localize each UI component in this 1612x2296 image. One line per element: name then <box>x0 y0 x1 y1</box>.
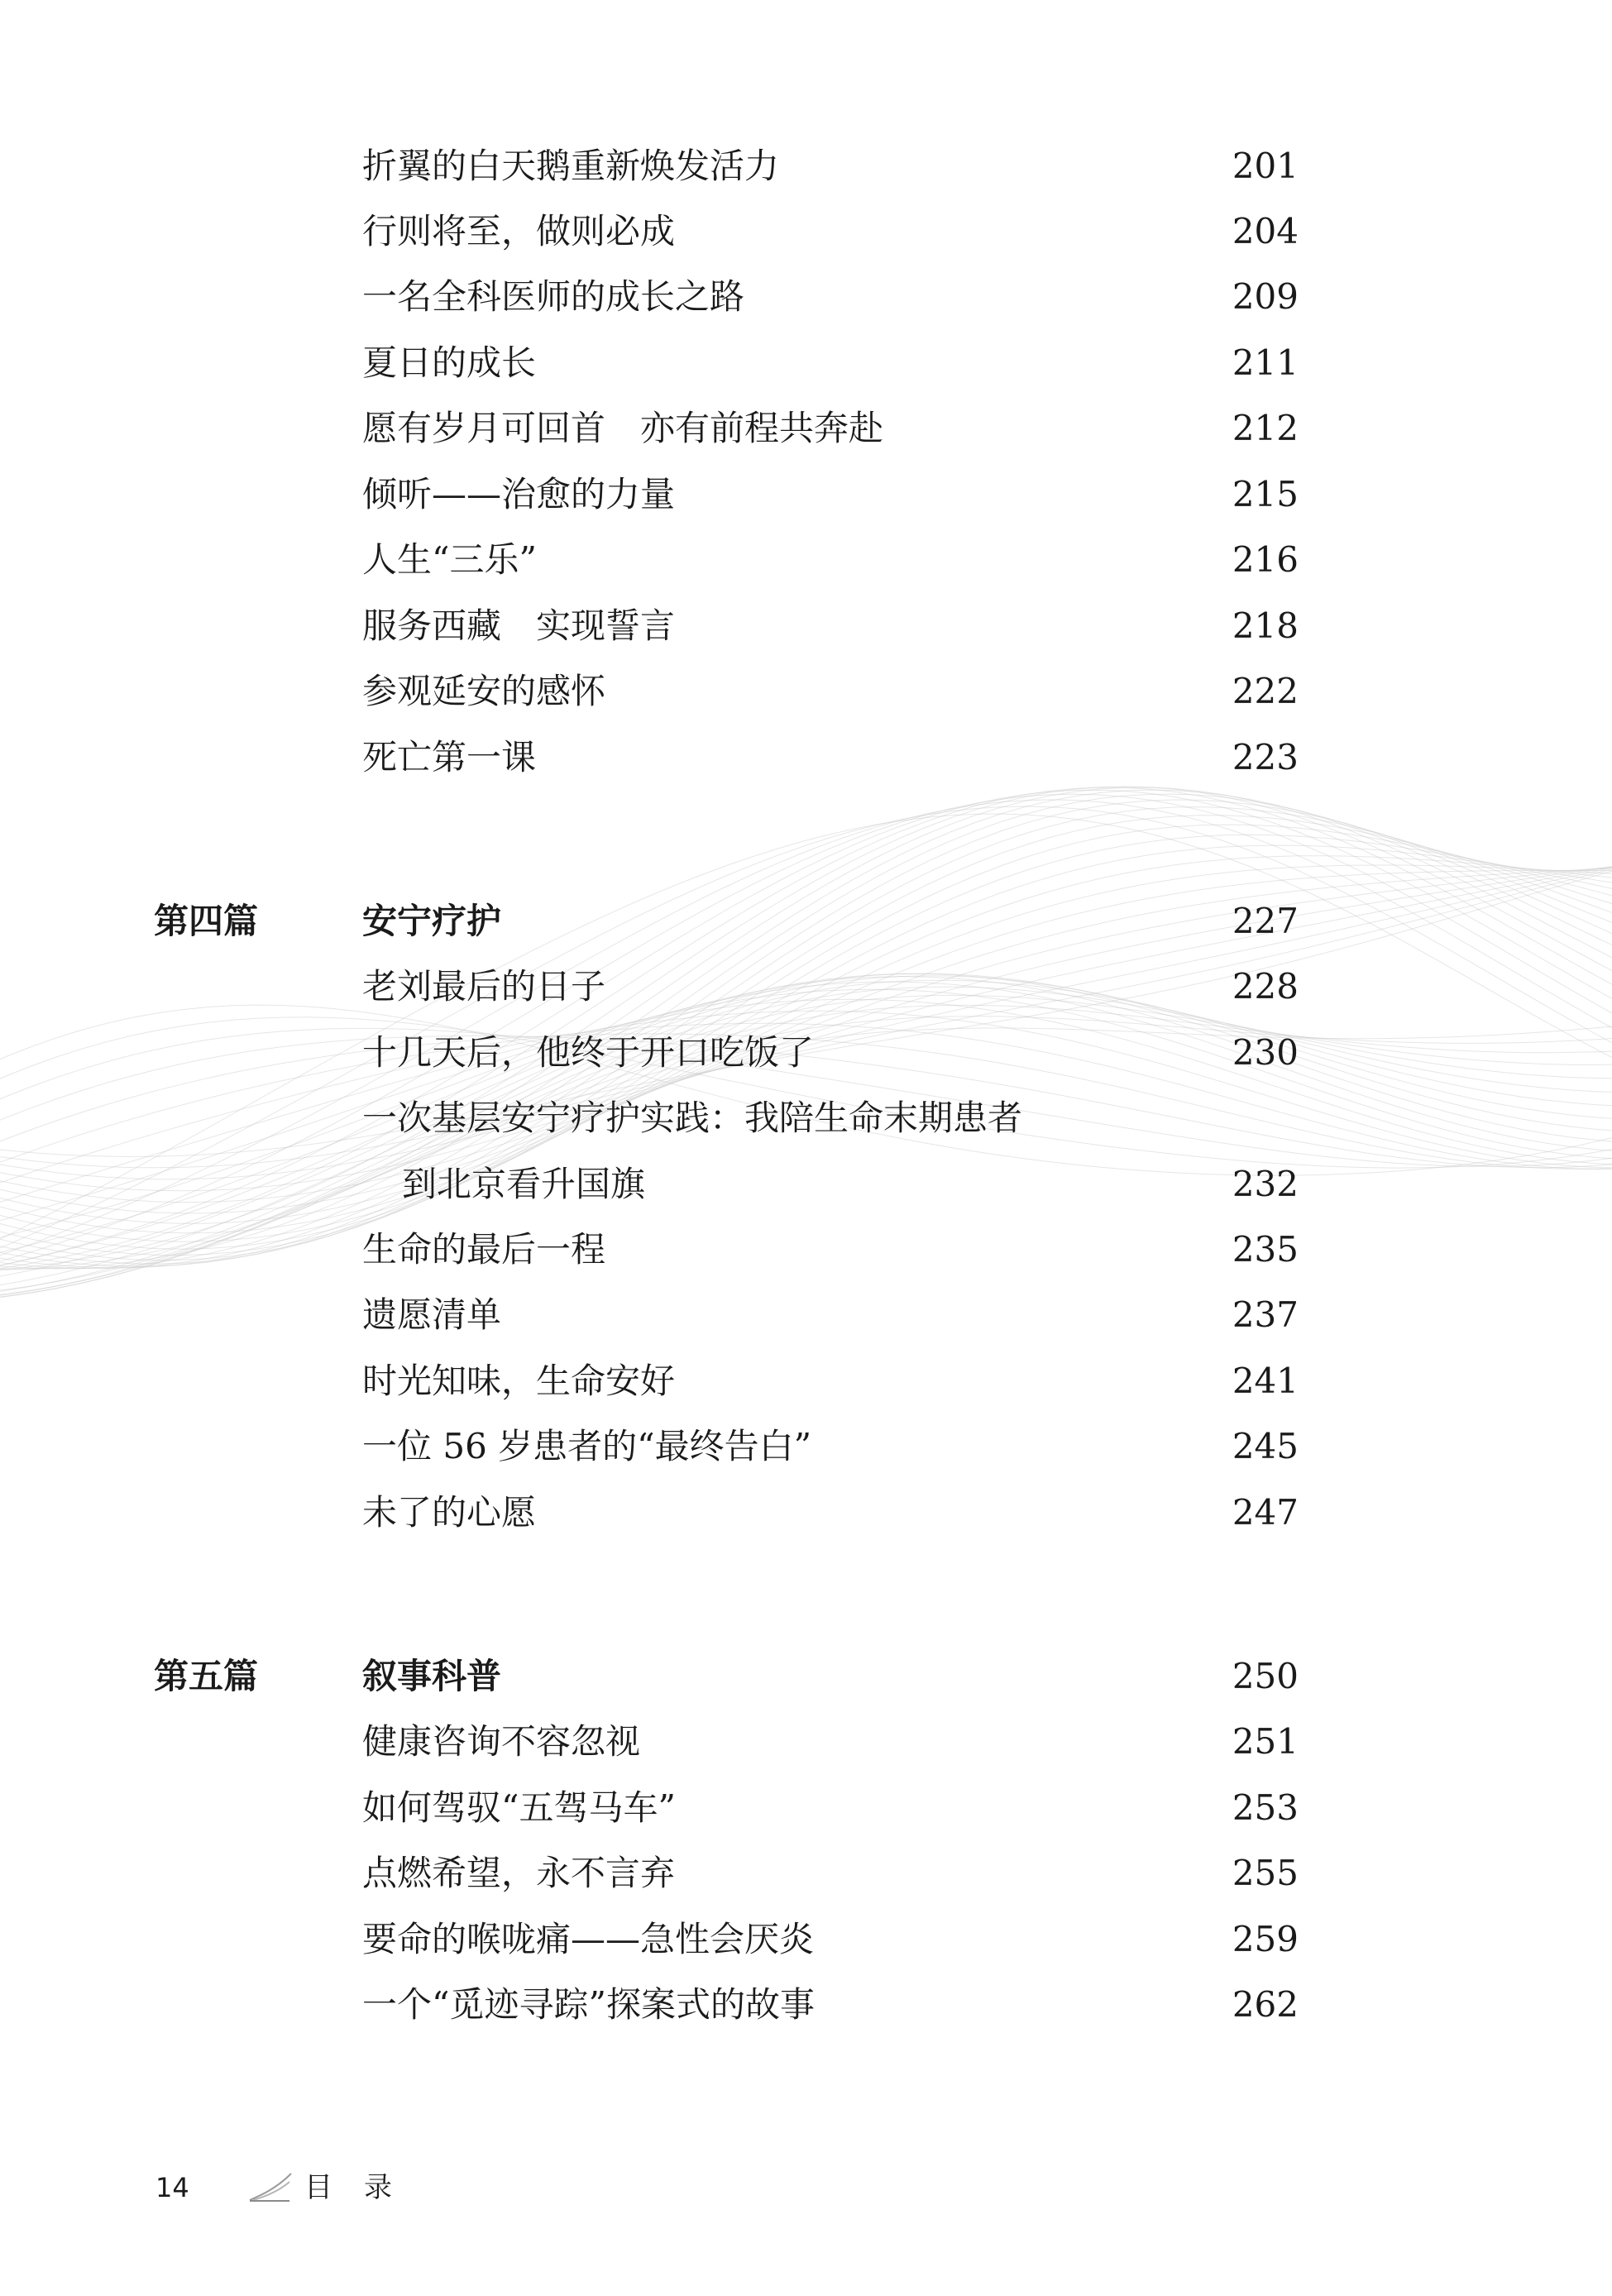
toc-entry[interactable] <box>0 264 1612 330</box>
part-title: 安宁疗护 <box>362 901 502 941</box>
entry-page: 262 <box>1232 1984 1299 2025</box>
entry-page: 215 <box>1232 474 1299 514</box>
toc-entry[interactable] <box>0 1906 1612 1973</box>
entry-page: 255 <box>1232 1853 1299 1893</box>
toc-entry[interactable] <box>0 1217 1612 1283</box>
toc-entry[interactable] <box>0 954 1612 1020</box>
toc-entry[interactable] <box>0 593 1612 659</box>
book-leaf-icon <box>248 2170 293 2203</box>
entry-page: 241 <box>1232 1361 1299 1401</box>
entry-title: 服务西藏 实现誓言 <box>362 605 676 646</box>
entry-page: 230 <box>1232 1032 1299 1073</box>
toc-entry[interactable] <box>0 1348 1612 1414</box>
toc-entry[interactable] <box>0 658 1612 725</box>
entry-title: 死亡第一课 <box>362 737 537 777</box>
toc-entry[interactable] <box>0 1282 1612 1348</box>
toc-entry[interactable] <box>0 725 1612 791</box>
entry-page: 201 <box>1232 146 1299 186</box>
entry-title: 十几天后，他终于开口吃饭了 <box>362 1032 815 1073</box>
entry-title: 倾听——治愈的力量 <box>362 474 676 514</box>
entry-page: 209 <box>1232 276 1299 317</box>
entry-title: 健康咨询不容忽视 <box>362 1721 641 1762</box>
toc-entry[interactable] <box>0 199 1612 265</box>
entry-page: 232 <box>1232 1164 1299 1204</box>
part-label: 第五篇 <box>154 1656 259 1696</box>
entry-title: 未了的心愿 <box>362 1492 537 1533</box>
toc-entry[interactable] <box>0 330 1612 396</box>
entry-page: 237 <box>1232 1294 1299 1335</box>
toc-entry-continuation[interactable] <box>0 1151 1612 1217</box>
toc-entry[interactable] <box>0 1480 1612 1546</box>
entry-title: 生命的最后一程 <box>362 1229 606 1270</box>
footer-page-number: 14 <box>155 2172 189 2203</box>
toc-entry[interactable] <box>0 1020 1612 1086</box>
entry-page: 216 <box>1232 539 1299 580</box>
toc-entry[interactable] <box>0 1972 1612 2038</box>
toc-entry[interactable] <box>0 462 1612 528</box>
entry-title: 夏日的成长 <box>362 342 537 383</box>
entry-title: 人生“三乐” <box>362 539 537 580</box>
footer-section-title: 目录 <box>304 2171 423 2204</box>
entry-page: 227 <box>1232 901 1299 941</box>
entry-title: 折翼的白天鹅重新焕发活力 <box>362 146 780 186</box>
entry-page: 259 <box>1232 1919 1299 1959</box>
entry-title: 到北京看升国旗 <box>402 1164 646 1204</box>
entry-page: 223 <box>1232 737 1299 777</box>
entry-page: 235 <box>1232 1229 1299 1270</box>
entry-title: 行则将至，做则必成 <box>362 211 676 251</box>
toc-entry[interactable] <box>0 527 1612 593</box>
toc-entry[interactable] <box>0 1775 1612 1841</box>
entry-page: 204 <box>1232 211 1299 251</box>
entry-page: 245 <box>1232 1426 1299 1466</box>
entry-page: 247 <box>1232 1492 1299 1533</box>
entry-title: 参观延安的感怀 <box>362 671 606 711</box>
entry-title: 要命的喉咙痛——急性会厌炎 <box>362 1919 815 1959</box>
entry-title: 一个“觅迹寻踪”探案式的故事 <box>362 1984 815 2025</box>
entry-title: 一名全科医师的成长之路 <box>362 276 745 317</box>
entry-page: 211 <box>1232 342 1299 383</box>
part-label: 第四篇 <box>154 901 259 941</box>
toc-entry[interactable] <box>0 1413 1612 1480</box>
entry-title: 遗愿清单 <box>362 1294 502 1335</box>
entry-page: 253 <box>1232 1787 1299 1828</box>
toc-part-heading[interactable] <box>0 888 1612 954</box>
toc-entry[interactable] <box>0 1085 1612 1151</box>
entry-title: 如何驾驭“五驾马车” <box>362 1787 676 1828</box>
toc-part-heading[interactable] <box>0 1643 1612 1710</box>
entry-title: 一位 56 岁患者的“最终告白” <box>362 1426 812 1466</box>
entry-page: 218 <box>1232 605 1299 646</box>
entry-page: 222 <box>1232 671 1299 711</box>
entry-page: 212 <box>1232 408 1299 448</box>
toc-entry[interactable] <box>0 133 1612 199</box>
entry-title: 愿有岁月可回首 亦有前程共奔赴 <box>362 408 884 448</box>
toc-entry[interactable] <box>0 1840 1612 1906</box>
entry-page: 228 <box>1232 966 1299 1007</box>
entry-title: 老刘最后的日子 <box>362 966 606 1007</box>
toc-entry[interactable] <box>0 395 1612 462</box>
entry-title: 时光知味，生命安好 <box>362 1361 676 1401</box>
entry-page: 250 <box>1232 1656 1299 1696</box>
toc-entry[interactable] <box>0 1709 1612 1775</box>
entry-title: 一次基层安宁疗护实践：我陪生命末期患者 <box>362 1098 1023 1138</box>
entry-title: 点燃希望，永不言弃 <box>362 1853 676 1893</box>
entry-page: 251 <box>1232 1721 1299 1762</box>
part-title: 叙事科普 <box>362 1656 502 1696</box>
